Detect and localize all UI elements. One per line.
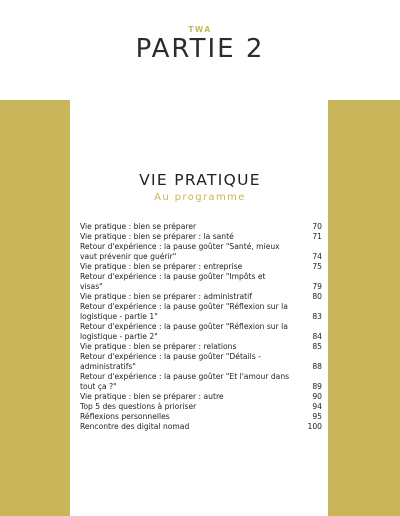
toc-entry-page bbox=[294, 332, 322, 342]
toc-entry-page bbox=[294, 222, 322, 232]
section-title: VIE PRATIQUE bbox=[139, 171, 261, 189]
toc-page-number: 79 bbox=[312, 282, 322, 291]
table-of-contents bbox=[80, 222, 322, 432]
toc-entry[interactable] bbox=[80, 302, 322, 322]
toc-entry-page bbox=[294, 412, 322, 422]
toc-entry-label: Retour d'expérience : la pause goûter "Détails - administratifs" bbox=[80, 352, 261, 371]
toc-entry-label: Vie pratique : bien se préparer bbox=[80, 222, 197, 231]
toc-page-number: 74 bbox=[312, 252, 322, 261]
left-decorative-band bbox=[0, 100, 70, 516]
toc-page-number: 90 bbox=[312, 392, 322, 401]
toc-entry-page bbox=[294, 422, 322, 432]
toc-entry-label: Vie pratique : bien se préparer : la santé bbox=[80, 232, 234, 241]
toc-entry-label: Vie pratique : bien se préparer : autre bbox=[80, 392, 224, 401]
toc-entry-page bbox=[294, 292, 322, 302]
toc-entry-label: Vie pratique : bien se préparer : administratif bbox=[80, 292, 252, 301]
toc-page-number: 84 bbox=[312, 332, 322, 341]
toc-entry-label: Réflexions personnelles bbox=[80, 412, 170, 421]
toc-entry-page bbox=[294, 362, 322, 372]
toc-entry[interactable] bbox=[80, 222, 322, 232]
toc-entry-page bbox=[294, 402, 322, 412]
toc-entry-label: Retour d'expérience : la pause goûter "Et l'amour dans tout ça ?" bbox=[80, 372, 290, 391]
toc-entry[interactable] bbox=[80, 352, 322, 372]
toc-entry-page bbox=[294, 252, 322, 262]
toc-entry[interactable] bbox=[80, 342, 322, 352]
toc-entry[interactable] bbox=[80, 272, 322, 292]
toc-entry-label: Vie pratique : bien se préparer : entreprise bbox=[80, 262, 243, 271]
toc-entry[interactable] bbox=[80, 322, 322, 342]
toc-entry-page bbox=[294, 342, 322, 352]
right-decorative-band bbox=[328, 100, 400, 516]
toc-entry-page bbox=[294, 282, 322, 292]
toc-entry-label: Top 5 des questions à prioriser bbox=[80, 402, 197, 411]
toc-page-number: 85 bbox=[312, 342, 322, 351]
toc-entry-label: Retour d'expérience : la pause goûter "Réflexion sur la logistique - partie 1" bbox=[80, 302, 288, 321]
toc-entry[interactable] bbox=[80, 402, 322, 412]
toc-page-number: 80 bbox=[312, 292, 322, 301]
toc-entry-page bbox=[294, 382, 322, 392]
toc-entry[interactable] bbox=[80, 262, 322, 272]
toc-page-number: 89 bbox=[312, 382, 322, 391]
toc-page-number: 83 bbox=[312, 312, 322, 321]
toc-page-number: 70 bbox=[312, 222, 322, 231]
toc-page-number: 75 bbox=[312, 262, 322, 271]
toc-entry[interactable] bbox=[80, 412, 322, 422]
toc-entry-page bbox=[294, 232, 322, 242]
toc-page-number: 95 bbox=[312, 412, 322, 421]
toc-entry-page bbox=[294, 262, 322, 272]
brand-label: TWA bbox=[188, 25, 212, 34]
toc-entry-label: Rencontre des digital nomad bbox=[80, 422, 190, 431]
part-title: PARTIE 2 bbox=[135, 34, 265, 64]
toc-page-number: 94 bbox=[312, 402, 322, 411]
toc-entry-label: Vie pratique : bien se préparer : relations bbox=[80, 342, 237, 351]
toc-entry[interactable] bbox=[80, 392, 322, 402]
toc-page-number: 88 bbox=[312, 362, 322, 371]
toc-entry[interactable] bbox=[80, 372, 322, 392]
toc-entry[interactable] bbox=[80, 242, 322, 262]
toc-entry[interactable] bbox=[80, 422, 322, 432]
toc-entry-label: Retour d'expérience : la pause goûter "Réflexion sur la logistique - partie 2" bbox=[80, 322, 288, 341]
toc-entry-label: Retour d'expérience : la pause goûter "Impôts et visas" bbox=[80, 272, 266, 291]
toc-entry[interactable] bbox=[80, 232, 322, 242]
toc-page-number: 100 bbox=[307, 422, 322, 431]
section-subtitle: Au programme bbox=[154, 192, 246, 203]
toc-entry[interactable] bbox=[80, 292, 322, 302]
toc-entry-page bbox=[294, 392, 322, 402]
toc-entry-page bbox=[294, 312, 322, 322]
toc-page-number: 71 bbox=[312, 232, 322, 241]
toc-entry-label: Retour d'expérience : la pause goûter "Santé, mieux vaut prévenir que guérir" bbox=[80, 242, 280, 261]
